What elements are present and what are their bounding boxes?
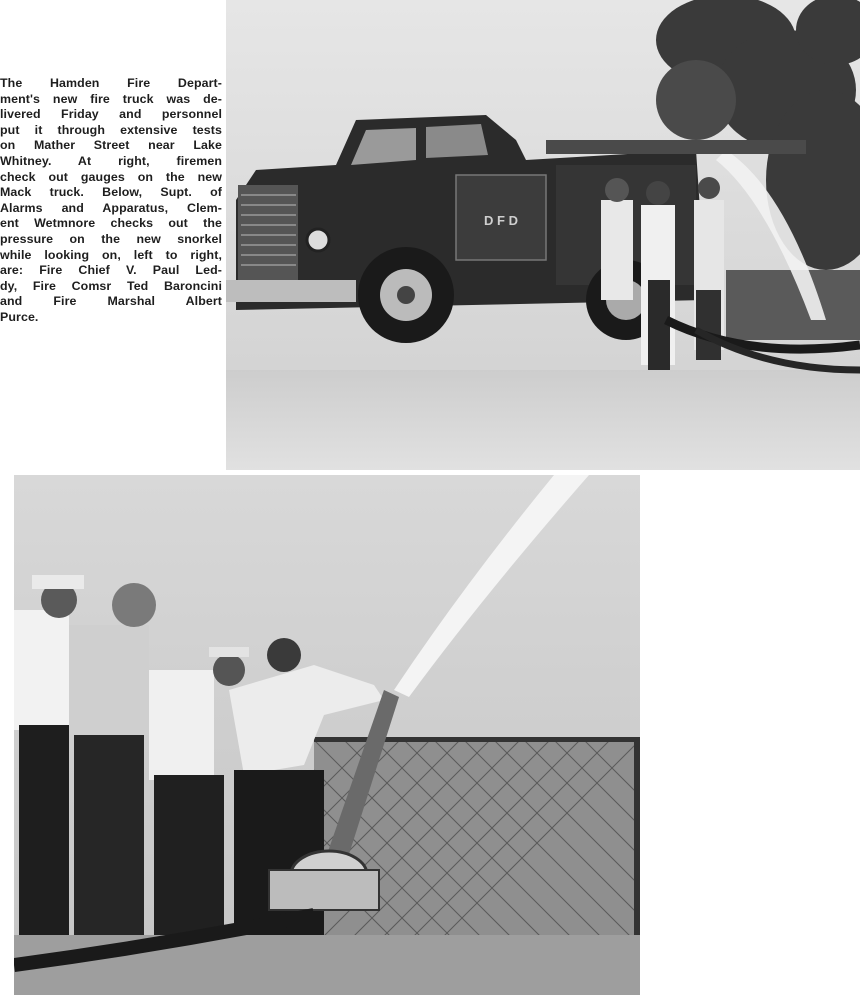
background-bushes <box>726 270 860 340</box>
caption-line: ment's new fire truck was de- <box>0 91 222 106</box>
fire-truck-illustration <box>226 0 860 470</box>
caption-line: ent Wetmnore checks out the <box>0 216 222 231</box>
caption-line: livered Friday and personnel <box>0 107 222 122</box>
caption-line: check out gauges on the new <box>0 169 222 184</box>
caption-line: The Hamden Fire Depart- <box>0 76 222 90</box>
caption-line: pressure on the new snorkel <box>0 231 222 246</box>
truck-door-lettering: D F D <box>484 213 518 228</box>
caption-line: Purce. <box>0 309 39 324</box>
caption-line: while looking on, left to right, <box>0 247 222 262</box>
caption-line: put it through extensive tests <box>0 122 222 137</box>
news-caption <box>0 76 222 326</box>
caption-line: Alarms and Apparatus, Clem- <box>0 200 222 215</box>
caption-line: and Fire Marshal Albert <box>0 294 222 309</box>
caption-line: dy, Fire Comsr Ted Baroncini <box>0 278 222 293</box>
ground <box>14 935 640 995</box>
snorkel-test-photo <box>14 475 640 995</box>
caption-line: Mack truck. Below, Supt. of <box>0 185 222 200</box>
road <box>226 370 860 470</box>
caption-line: on Mather Street near Lake <box>0 138 222 153</box>
fire-truck-photo <box>226 0 860 470</box>
snorkel-test-illustration <box>14 475 640 995</box>
caption-line: are: Fire Chief V. Paul Led- <box>0 263 222 278</box>
caption-line: Whitney. At right, firemen <box>0 153 222 168</box>
